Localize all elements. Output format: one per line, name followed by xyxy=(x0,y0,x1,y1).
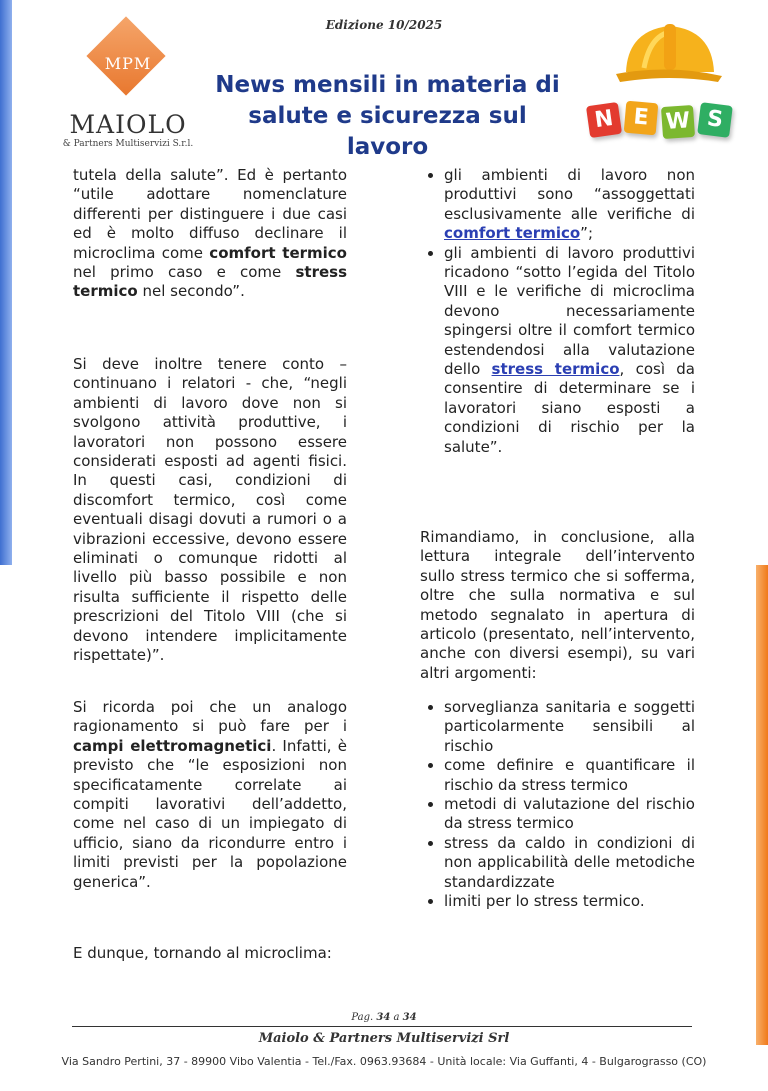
right-b2-text-a: gli ambienti di lavoro produttivi ricadono “sotto l’egida del Titolo VIII e le verifiche di microclima devono necessariamente spingersi oltre il comfort termico estendendosi alla valutazione dello xyxy=(444,243,695,379)
news-block-e: E xyxy=(624,101,659,136)
left-p3-bold: campi elettromagnetici xyxy=(73,736,272,755)
page-separator: a xyxy=(390,1012,403,1023)
news-blocks xyxy=(588,98,738,148)
footer-divider xyxy=(72,1026,692,1027)
left-paragraph-2 xyxy=(73,355,347,666)
left-p3-text-a: Si ricorda poi che un analogo ragionamento si può fare per i xyxy=(73,698,347,736)
right-bullet-1 xyxy=(444,166,695,244)
hard-hat-icon xyxy=(614,18,724,88)
footer-address: Via Sandro Pertini, 37 - 89900 Vibo Valentia - Tel./Fax. 0963.93684 - Unità locale: Via Guffanti, 4 - Bulgarograsso (CO) xyxy=(61,1055,707,1068)
left-p1-bold-2: stress termico xyxy=(73,263,347,301)
logo-mark: MPM xyxy=(104,54,152,73)
left-p1-bold-1: comfort termico xyxy=(209,243,347,262)
page-current: 34 xyxy=(376,1012,391,1023)
topic-item: • sorveglianza sanitaria e soggetti particolarmente sensibili al rischio xyxy=(444,698,695,756)
page-total: 34 xyxy=(402,1012,417,1023)
left-p3-text-c: . Infatti, è previsto che “le esposizioni non specificatamente correlate ai compiti lavorativi dell’addetto, come nel caso di un impiegato di ufficio, siano da ricondurre entro i limiti previsti per la popolazione generica”. xyxy=(73,736,347,891)
right-b1-text-c: ”; xyxy=(580,224,593,243)
news-block-n: N xyxy=(586,102,622,138)
title-line-2: salute e sicurezza sul lavoro xyxy=(248,103,527,160)
news-block-s: S xyxy=(697,102,733,138)
page-number xyxy=(0,1012,768,1023)
topic-item: • metodi di valutazione del rischio da stress termico xyxy=(444,795,695,834)
left-p1-text-c: nel primo caso e come xyxy=(73,263,296,282)
right-topics-list xyxy=(420,698,695,911)
left-p1-text-d: nel secondo”. xyxy=(137,282,245,301)
right-p-text: Rimandiamo, in conclusione, alla lettura integrale dell’intervento sullo stress termico che si sofferma, oltre che sulla normativa e sul metodo segnalato in apertura di articolo (presentato, nell’intervento, anche con diversi esempi), su vari altri argomenti: xyxy=(420,528,695,682)
left-paragraph-1 xyxy=(73,166,347,302)
topic-item: • limiti per lo stress termico. xyxy=(444,892,695,911)
right-bullet-2 xyxy=(444,244,695,457)
left-p4-text: E dunque, tornando al microclima: xyxy=(73,944,332,962)
left-p1-text-a: tutela della salute”. Ed è pertanto “utile adottare nomenclature differenti per distinguere i due casi ed è molto diffuso declinare il microclima come xyxy=(73,166,347,262)
edition-label: Edizione 10/2025 xyxy=(325,18,443,32)
newsletter-title xyxy=(205,70,570,163)
news-block-w: W xyxy=(661,105,695,139)
left-p2-text: Si deve inoltre tenere conto – continuano i relatori - che, “negli ambienti di lavoro dove non si svolgono attività produttive, i lavoratori non possono essere considerati esposti ad agenti fisici. In questi casi, condizioni di discomfort termico, così come eventuali disagi dovuti a rumori o a vibrazioni eccessive, devono essere eliminati o comunque ridotti al livello più basso possibile e non risulta sufficiente il rispetto delle prescrizioni del Titolo VIII (che si devono intendere implicitamente rispettate)”. xyxy=(73,355,347,665)
topic-item: • come definire e quantificare il rischio da stress termico xyxy=(444,756,695,795)
logo-name: MAIOLO xyxy=(69,110,187,139)
right-paragraph xyxy=(420,528,695,683)
title-line-1: News mensili in materia di xyxy=(215,72,560,98)
left-paragraph-3 xyxy=(73,698,347,892)
right-edge-decoration xyxy=(756,565,768,1045)
right-bullet-list xyxy=(420,166,695,457)
right-b1-text-a: gli ambienti di lavoro non produttivi sono “assoggettati esclusivamente alle verifiche di xyxy=(444,166,695,223)
left-edge-decoration xyxy=(0,0,12,565)
company-logo xyxy=(62,24,194,154)
comfort-termico-link[interactable]: comfort termico xyxy=(444,224,581,243)
logo-subtitle: & Partners Multiservizi S.r.l. xyxy=(62,139,194,149)
left-paragraph-4 xyxy=(73,944,347,963)
page-prefix: Pag. xyxy=(351,1012,377,1023)
topic-item: • stress da caldo in condizioni di non applicabilità delle metodiche standardizzate xyxy=(444,834,695,892)
right-b2-text-c: , così da consentire di determinare se i lavoratori siano esposti a condizioni di rischio per la salute”. xyxy=(444,360,695,456)
stress-termico-link[interactable]: stress termico xyxy=(491,360,620,379)
footer-company: Maiolo & Partners Multiservizi Srl xyxy=(258,1031,510,1046)
